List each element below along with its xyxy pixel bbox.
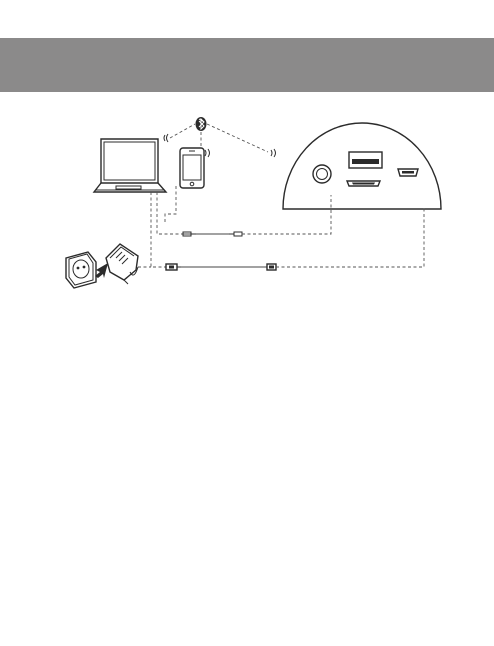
power-adapter-icon xyxy=(106,244,138,284)
plug-arrow-icon xyxy=(95,263,108,278)
usb-cable-icon xyxy=(138,192,424,270)
wall-socket-icon xyxy=(66,252,96,288)
signal-waves-icon xyxy=(271,149,276,157)
smartphone-icon xyxy=(180,148,204,188)
signal-waves-icon xyxy=(205,149,210,157)
speaker-device-icon xyxy=(283,123,441,209)
signal-waves-icon xyxy=(164,134,168,142)
laptop-icon xyxy=(94,139,166,192)
bluetooth-icon xyxy=(196,117,207,131)
aux-cable-icon xyxy=(157,186,331,236)
